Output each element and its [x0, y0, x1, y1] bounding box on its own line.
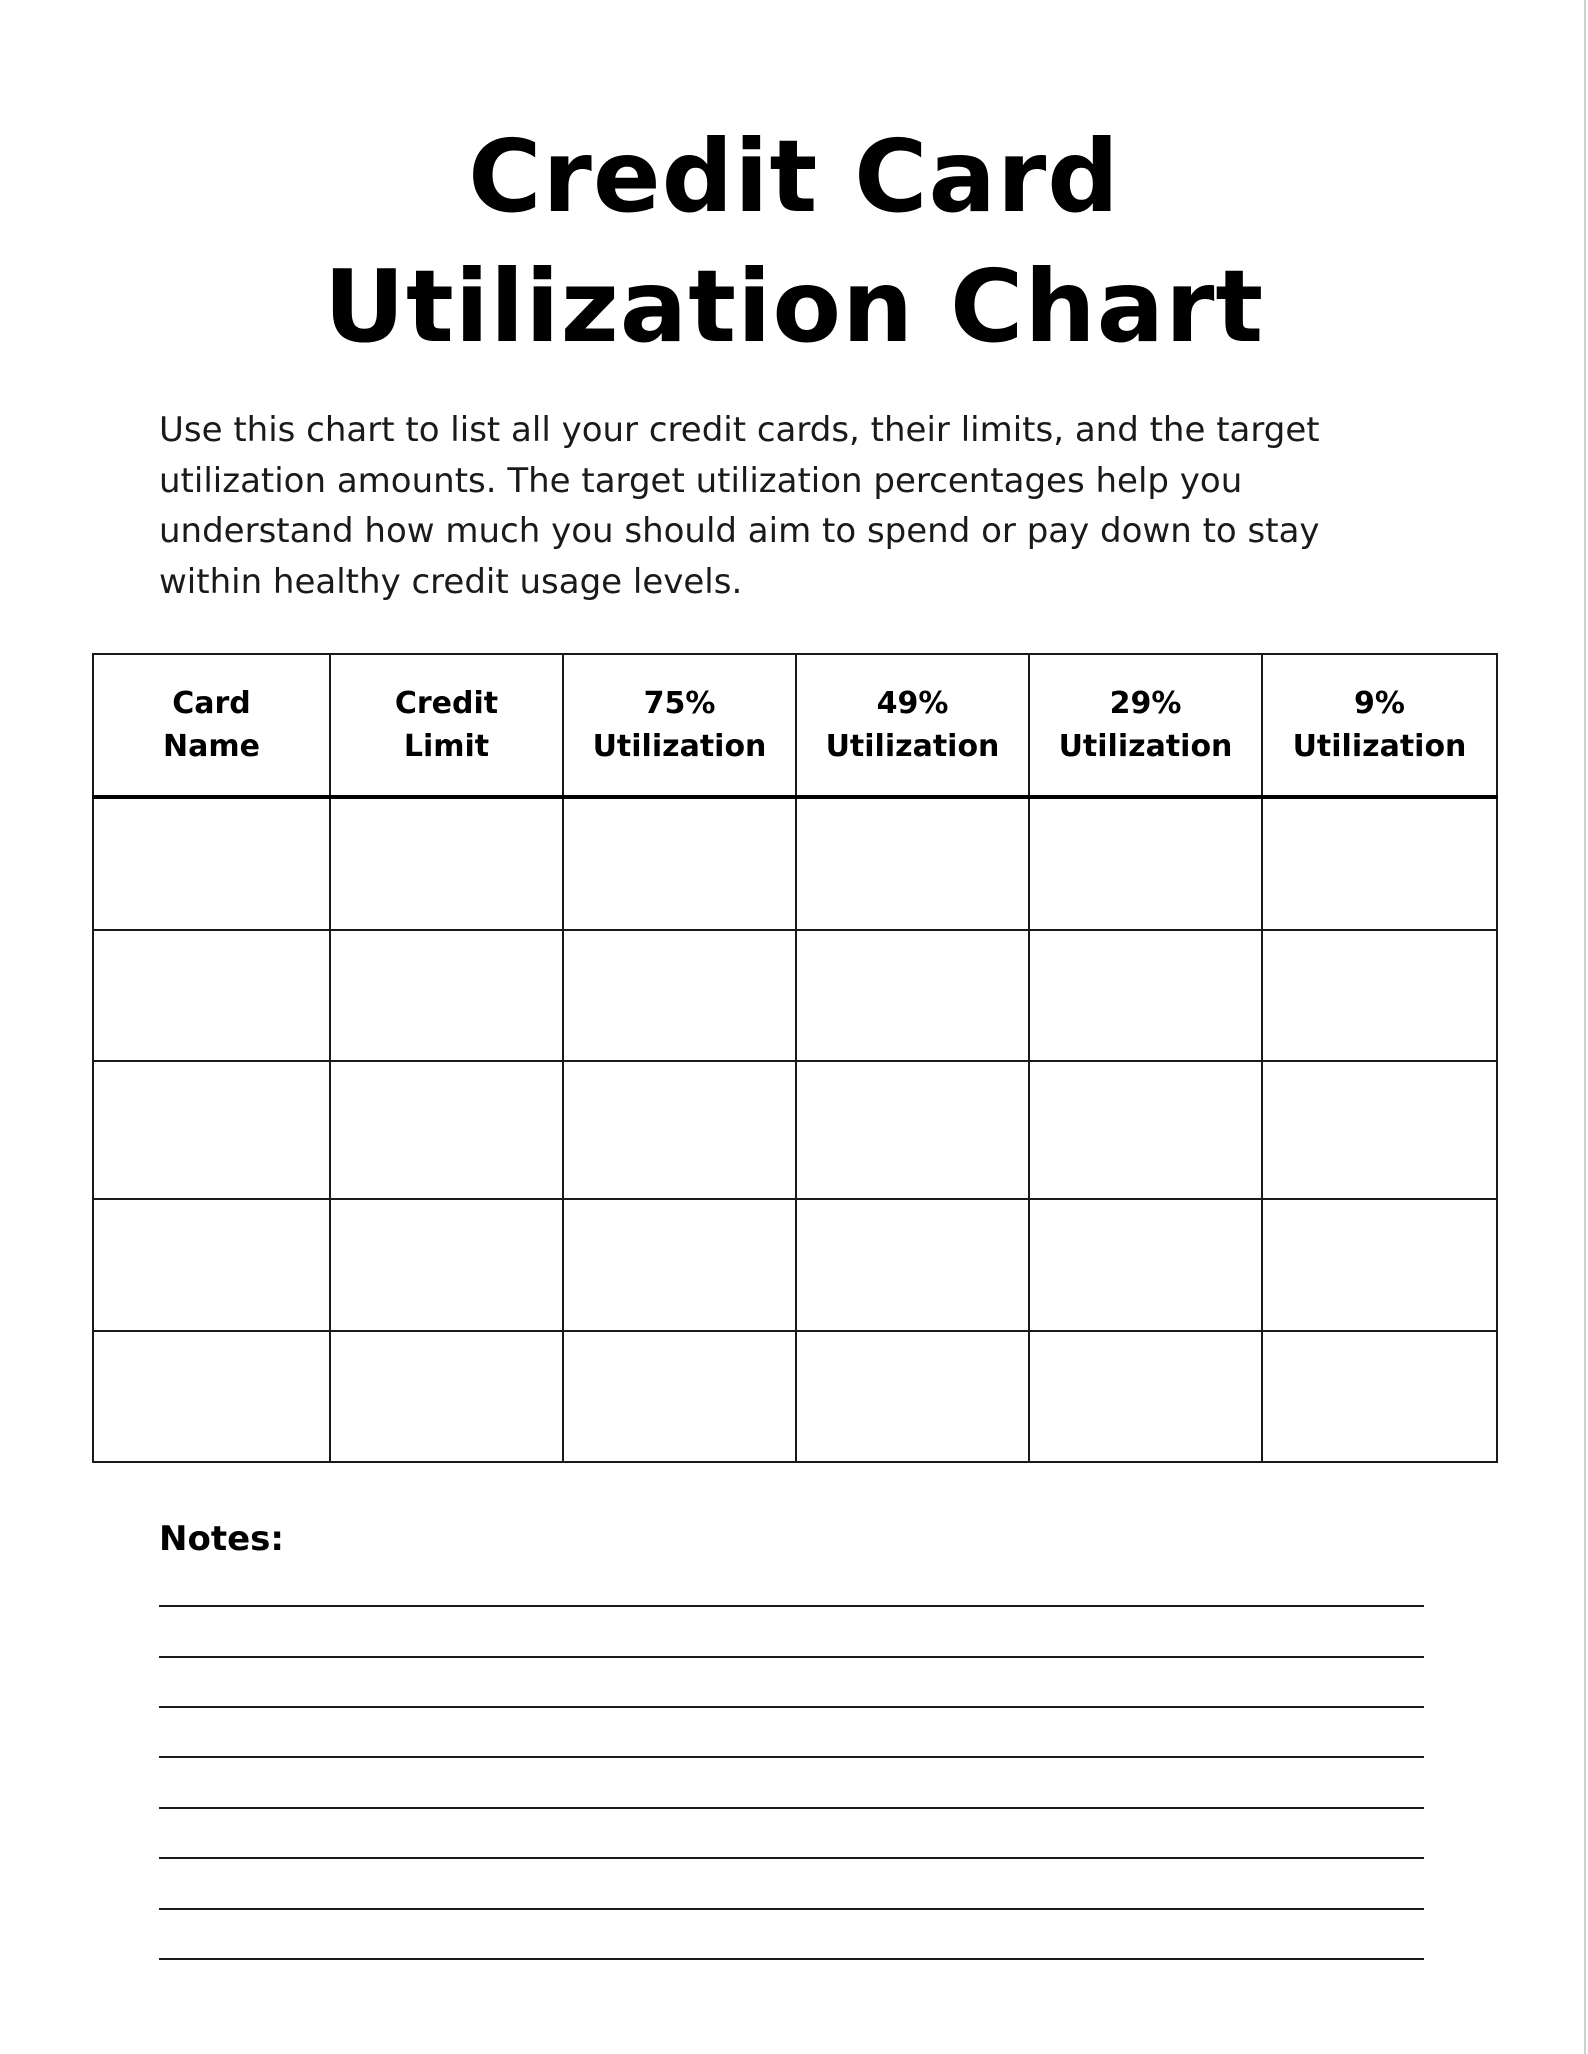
- header-text: Card: [172, 686, 251, 721]
- table-cell[interactable]: [330, 797, 563, 930]
- notes-line[interactable]: [159, 1605, 1424, 1607]
- table-cell[interactable]: [796, 797, 1029, 930]
- table-cell[interactable]: [93, 930, 330, 1061]
- table-cell[interactable]: [1262, 1331, 1497, 1462]
- notes-label: Notes:: [159, 1519, 284, 1559]
- table-cell[interactable]: [1262, 797, 1497, 930]
- table-cell[interactable]: [563, 930, 796, 1061]
- table-row: [93, 1199, 1497, 1331]
- table-row: [93, 1331, 1497, 1462]
- header-text: 29%: [1109, 686, 1182, 721]
- table-cell[interactable]: [93, 1331, 330, 1462]
- header-text: Utilization: [592, 729, 767, 764]
- table-cell[interactable]: [1029, 1199, 1262, 1331]
- table-row: [93, 1061, 1497, 1199]
- table-cell[interactable]: [330, 1331, 563, 1462]
- notes-line[interactable]: [159, 1807, 1424, 1809]
- table-row: [93, 930, 1497, 1061]
- table-cell[interactable]: [330, 930, 563, 1061]
- table-cell[interactable]: [330, 1199, 563, 1331]
- notes-line[interactable]: [159, 1656, 1424, 1658]
- notes-line[interactable]: [159, 1908, 1424, 1910]
- table-cell[interactable]: [563, 797, 796, 930]
- table-cell[interactable]: [1029, 797, 1262, 930]
- header-9-utilization: [1262, 654, 1497, 797]
- header-text: Utilization: [1292, 729, 1467, 764]
- table-cell[interactable]: [1029, 1061, 1262, 1199]
- header-text: Utilization: [1058, 729, 1233, 764]
- table-cell[interactable]: [1262, 930, 1497, 1061]
- header-text: Credit: [394, 686, 499, 721]
- table-cell[interactable]: [93, 1199, 330, 1331]
- table-cell[interactable]: [796, 1061, 1029, 1199]
- header-credit-limit: [330, 654, 563, 797]
- table-cell[interactable]: [1262, 1199, 1497, 1331]
- utilization-table: [92, 653, 1498, 1463]
- header-card-name: [93, 654, 330, 797]
- table-cell[interactable]: [796, 1199, 1029, 1331]
- table-cell[interactable]: [93, 797, 330, 930]
- table-cell[interactable]: [796, 930, 1029, 1061]
- header-text: 75%: [643, 686, 716, 721]
- page-title-line-1: Credit Card: [468, 118, 1120, 235]
- table-cell[interactable]: [1029, 930, 1262, 1061]
- table-cell[interactable]: [563, 1331, 796, 1462]
- table-cell[interactable]: [796, 1331, 1029, 1462]
- table-cell[interactable]: [1029, 1331, 1262, 1462]
- table-cell[interactable]: [1262, 1061, 1497, 1199]
- header-text: 9%: [1354, 686, 1405, 721]
- table-row: [93, 797, 1497, 930]
- header-29-utilization: [1029, 654, 1262, 797]
- table-cell[interactable]: [330, 1061, 563, 1199]
- table-cell[interactable]: [563, 1061, 796, 1199]
- notes-line[interactable]: [159, 1706, 1424, 1708]
- header-text: Name: [163, 729, 260, 764]
- header-75-utilization: [563, 654, 796, 797]
- notes-line[interactable]: [159, 1958, 1424, 1960]
- table-cell[interactable]: [563, 1199, 796, 1331]
- intro-paragraph: Use this chart to list all your credit cards, their limits, and the target utilization amounts. The target utilization percentages help you understand how much you should aim to spend or pay down to stay within healthy credit usage levels.: [159, 410, 1320, 602]
- notes-line[interactable]: [159, 1756, 1424, 1758]
- header-text: Utilization: [825, 729, 1000, 764]
- table-cell[interactable]: [93, 1061, 330, 1199]
- header-text: 49%: [876, 686, 949, 721]
- page-title-line-2: Utilization Chart: [323, 248, 1265, 365]
- header-text: Limit: [403, 729, 490, 764]
- notes-line[interactable]: [159, 1857, 1424, 1859]
- page-title: [0, 112, 1588, 372]
- header-49-utilization: [796, 654, 1029, 797]
- table-header-row: [93, 654, 1497, 797]
